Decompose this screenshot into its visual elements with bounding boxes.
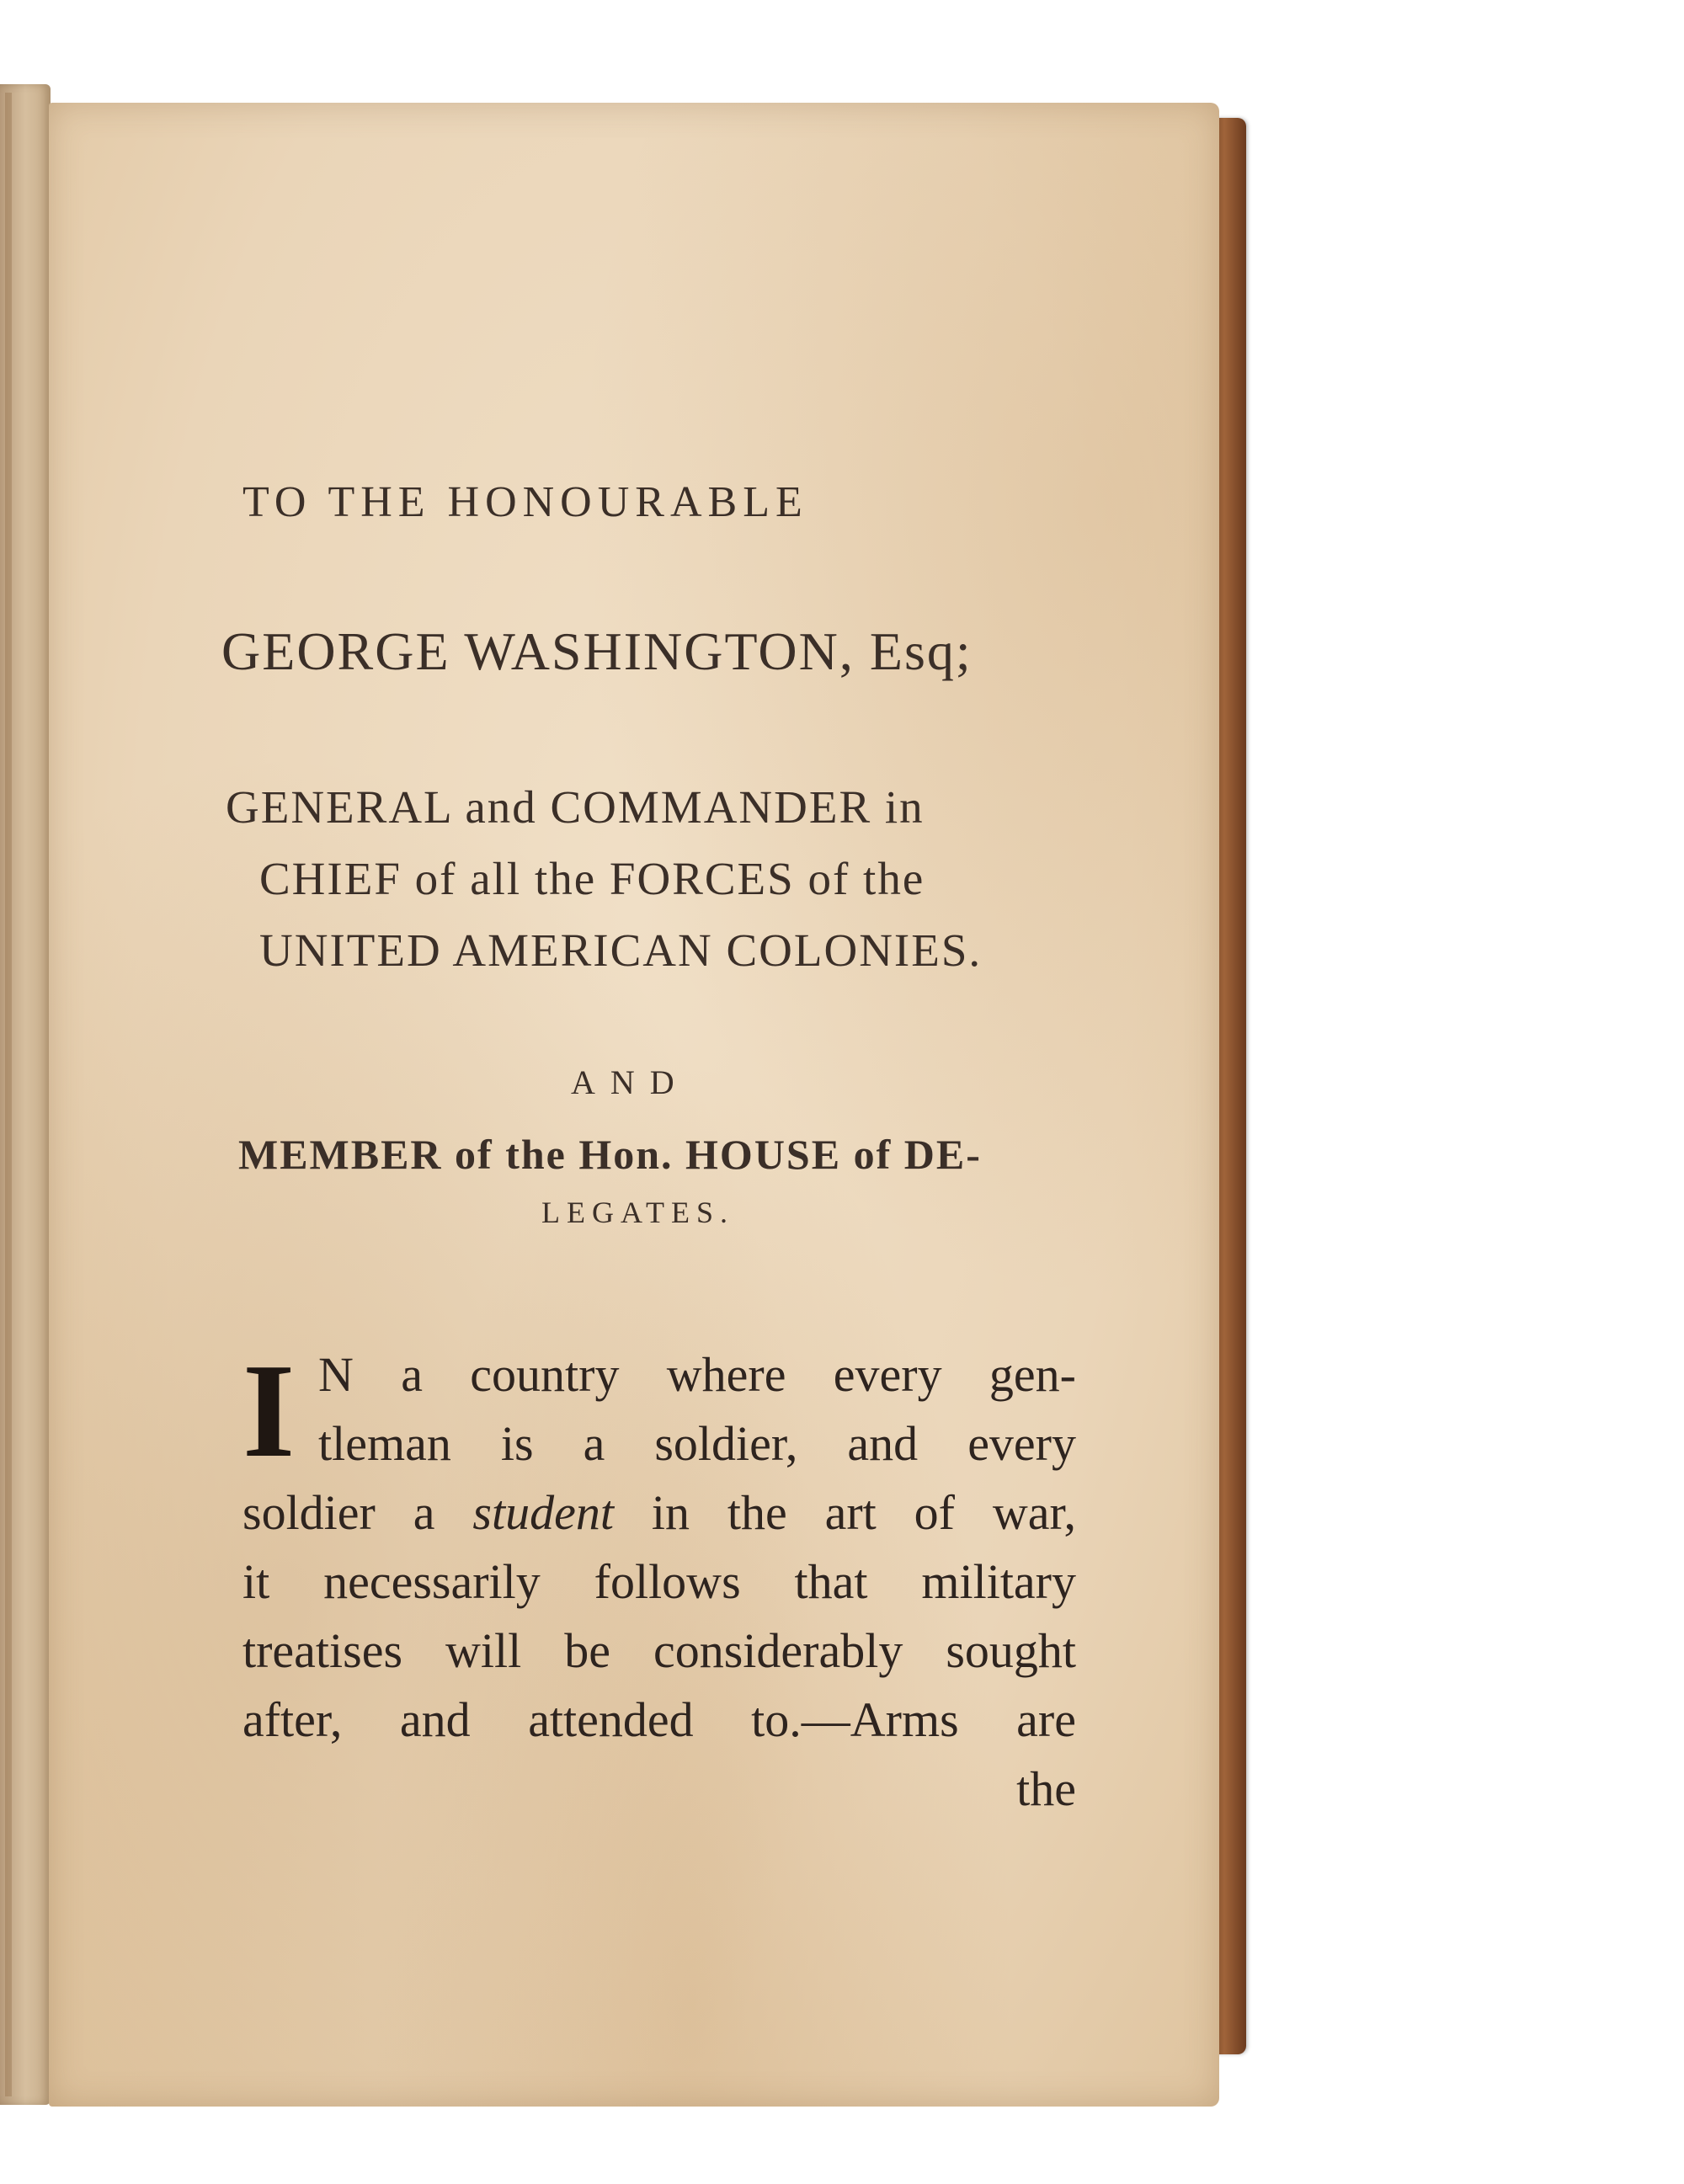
book — [0, 84, 1255, 2122]
body-line-3-start: soldier a — [242, 1485, 473, 1540]
body-line-2: tleman is a soldier, and every — [318, 1416, 1076, 1471]
title-line-2: CHIEF of all the FORCES of the — [259, 853, 925, 904]
left-page-edge — [0, 84, 51, 2105]
italic-student: student — [472, 1485, 614, 1540]
drop-cap: I — [242, 1335, 296, 1485]
member-line-2: LEGATES. — [541, 1196, 734, 1229]
body-paragraph — [242, 1335, 1076, 1824]
member-line-1: MEMBER of the Hon. HOUSE of DE- — [238, 1131, 982, 1178]
dedication-page — [49, 103, 1219, 2107]
title-line-3: UNITED AMERICAN COLONIES. — [259, 924, 983, 976]
body-line-3-end: in the art of war, — [613, 1485, 1076, 1540]
body-line-3 — [242, 1478, 1076, 1547]
catchword: the — [1016, 1761, 1076, 1816]
dedicatee-name: GEORGE WASHINGTON, Esq; — [221, 621, 973, 681]
body-line-1: N a country where every gen- — [318, 1347, 1076, 1402]
body-line-6: after, and attended to.—Arms are — [242, 1692, 1076, 1747]
and-separator: AND — [571, 1063, 690, 1101]
dedication-heading: TO THE HONOURABLE — [242, 478, 808, 526]
title-line-1: GENERAL and COMMANDER in — [226, 781, 925, 833]
body-line-4: it necessarily follows that military — [242, 1554, 1076, 1609]
body-line-5: treatises will be considerably sought — [242, 1623, 1076, 1678]
